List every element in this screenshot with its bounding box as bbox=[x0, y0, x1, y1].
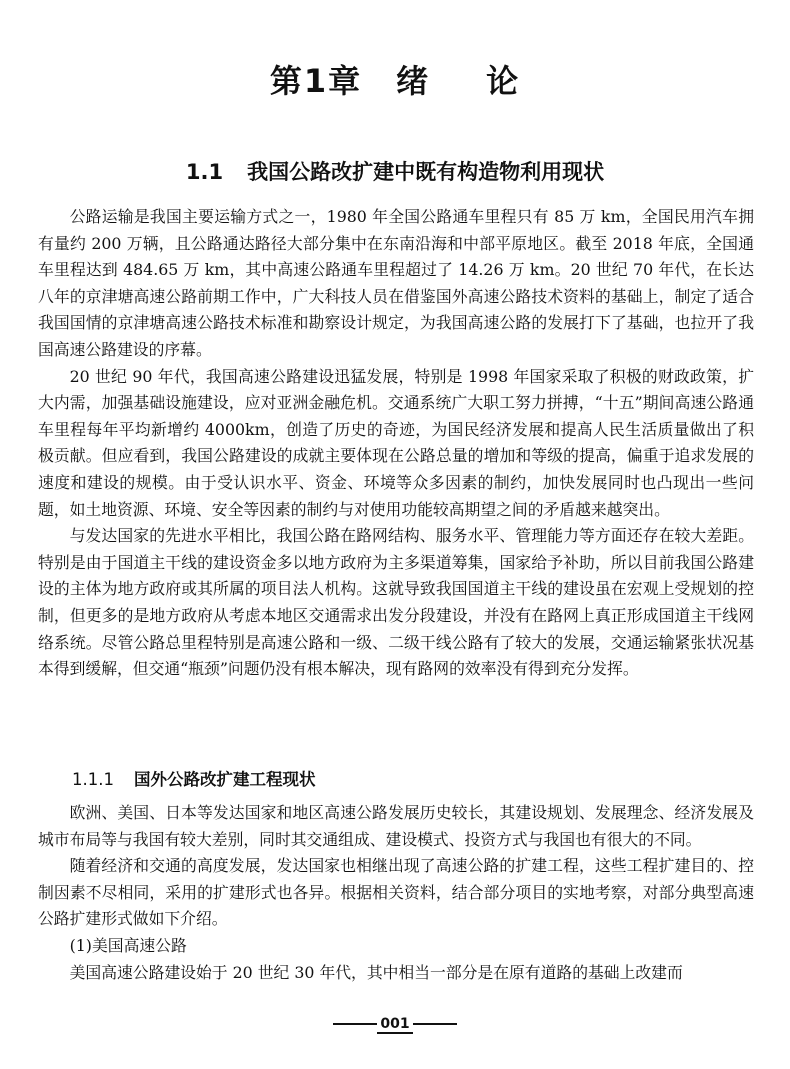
paragraph: 欧洲、美国、日本等发达国家和地区高速公路发展历史较长，其建设规划、发展理念、经济发展及城市布局等与我国有较大差别，同时其交通组成、建设模式、投资方式与我国也有很大的不同。 bbox=[38, 803, 754, 849]
paragraph: 美国高速公路建设始于 20 世纪 30 年代，其中相当一部分是在原有道路的基础上改建而 bbox=[69, 962, 683, 982]
page-number: 001 bbox=[377, 1016, 412, 1034]
page-number-footer bbox=[0, 1016, 790, 1034]
paragraph: 公路运输是我国主要运输方式之一，1980 年全国公路通车里程只有 85 万 km，全国民用汽车拥有量约 200 万辆，且公路通达路径大部分集中在东南沿海和中部平原地区。截至 2018 年底，全国通车里程达到 484.65 万 km，其中高速公路通车里程超过了 14.26 万 km。20 世纪 70 年代，在长达八年的京津塘高速公路前期工作中，广大科技人员在借鉴国外高速公路技术资料的基础上，制定了适合我国国情的京津塘高速公路技术标准和勘察设计规定，为我国高速公路的发展打下了基础，也拉开了我国高速公路建设的序幕。 bbox=[38, 207, 754, 359]
section-title-text: 我国公路改扩建中既有构造物利用现状 bbox=[247, 160, 605, 184]
subsection-title-text: 国外公路改扩建工程现状 bbox=[133, 770, 316, 789]
subsection-heading bbox=[72, 766, 315, 790]
body-text-block-1 bbox=[38, 204, 754, 683]
subsection-number: 1.1.1 bbox=[72, 770, 114, 789]
body-text-block-2 bbox=[38, 800, 754, 986]
section-heading bbox=[0, 156, 790, 186]
footer-rule-right bbox=[413, 1023, 457, 1025]
section-number: 1.1 bbox=[185, 160, 224, 184]
chapter-title-char-1: 绪 bbox=[396, 62, 431, 100]
chapter-title-char-2: 论 bbox=[486, 62, 521, 100]
chapter-number: 第1章 bbox=[269, 62, 363, 100]
footer-rule-left bbox=[333, 1023, 377, 1025]
list-heading: (1)美国高速公路 bbox=[69, 935, 187, 955]
paragraph: 随着经济和交通的高度发展，发达国家也相继出现了高速公路的扩建工程，这些工程扩建目的、控制因素不尽相同，采用的扩建形式也各异。根据相关资料，结合部分项目的实地考察，对部分典型高速公路扩建形式做如下介绍。 bbox=[38, 856, 754, 929]
chapter-title bbox=[0, 56, 790, 102]
paragraph: 与发达国家的先进水平相比，我国公路在路网结构、服务水平、管理能力等方面还存在较大差距。特别是由于国道主干线的建设资金多以地方政府为主多渠道筹集，国家给予补助，所以目前我国公路建设的主体为地方政府或其所属的项目法人机构。这就导致我国国道主干线的建设虽在宏观上受规划的控制，但更多的是地方政府从考虑本地区交通需求出发分段建设，并没有在路网上真正形成国道主干线网络系统。尽管公路总里程特别是高速公路和一级、二级干线公路有了较大的发展，交通运输紧张状况基本得到缓解，但交通“瓶颈”问题仍没有根本解决，现有路网的效率没有得到充分发挥。 bbox=[38, 526, 754, 679]
paragraph: 20 世纪 90 年代，我国高速公路建设迅猛发展，特别是 1998 年国家采取了积极的财政政策，扩大内需，加强基础设施建设，应对亚洲金融危机。交通系统广大职工努力拼搏，“十五”期间高速公路通车里程每年平均新增约 4000km，创造了历史的奇迹，为国民经济发展和提高人民生活质量做出了积极贡献。但应看到，我国公路建设的成就主要体现在公路总量的增加和等级的提高，偏重于追求发展的速度和建设的规模。由于受认识水平、资金、环境等众多因素的制约，加快发展同时也凸现出一些问题，如土地资源、环境、安全等因素的制约与对使用功能较高期望之间的矛盾越来越突出。 bbox=[38, 366, 754, 519]
